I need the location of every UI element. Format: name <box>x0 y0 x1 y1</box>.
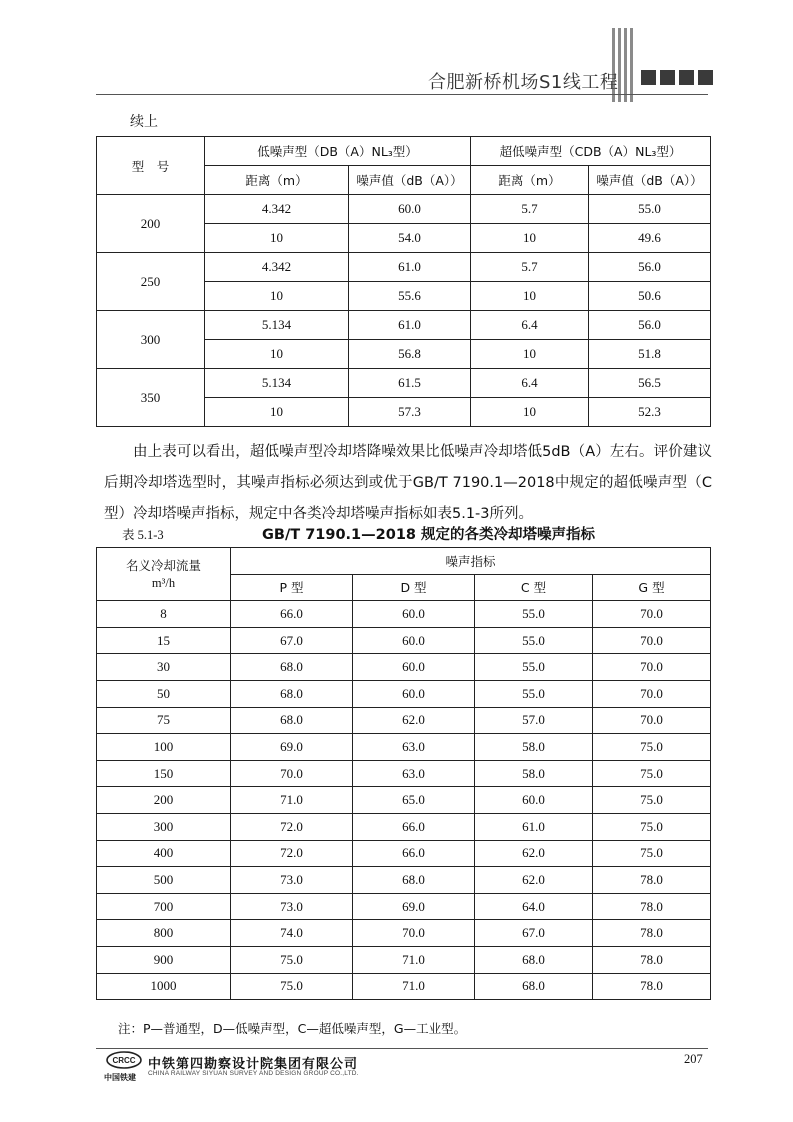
header-type-0: P 型 <box>231 574 353 601</box>
noise-ultra-cell: 51.8 <box>589 340 711 369</box>
table-row <box>97 311 711 340</box>
table-row <box>97 787 711 814</box>
header-title: 合肥新桥机场S1线工程 <box>428 72 619 93</box>
table-noise-by-distance <box>96 136 711 427</box>
flow-cell: 500 <box>97 867 231 894</box>
distance-low-cell: 10 <box>205 282 349 311</box>
noise-low-cell: 57.3 <box>349 398 471 427</box>
table-row <box>97 760 711 787</box>
noise-ultra-cell: 56.0 <box>589 253 711 282</box>
paragraph-text: 由上表可以看出，超低噪声型冷却塔降噪效果比低噪声冷却塔低5dB（A）左右。评价建议后期冷却塔选型时，其噪声指标必须达到或优于GB/T 7190.1—2018中规定的超低噪声型（C型）冷却塔噪声指标，规定中各类冷却塔噪声指标如表5.1-3所列。 <box>104 444 712 522</box>
flow-cell: 700 <box>97 893 231 920</box>
logo-text: CRCC <box>112 1056 136 1065</box>
table-number: 表 5.1-3 <box>122 528 164 542</box>
header-type-2: C 型 <box>475 574 593 601</box>
table-cooling-tower-noise-limits <box>96 547 711 1000</box>
c-type-cell: 55.0 <box>475 654 593 681</box>
g-type-cell: 70.0 <box>593 680 711 707</box>
noise-ultra-cell: 49.6 <box>589 224 711 253</box>
p-type-cell: 70.0 <box>231 760 353 787</box>
distance-low-cell: 5.134 <box>205 311 349 340</box>
g-type-cell: 70.0 <box>593 627 711 654</box>
model-cell: 200 <box>97 195 205 253</box>
d-type-cell: 68.0 <box>353 867 475 894</box>
p-type-cell: 71.0 <box>231 787 353 814</box>
page-number: 207 <box>684 1052 703 1066</box>
flow-cell: 800 <box>97 920 231 947</box>
c-type-cell: 58.0 <box>475 734 593 761</box>
c-type-cell: 67.0 <box>475 920 593 947</box>
distance-ultra-cell: 6.4 <box>471 369 589 398</box>
noise-low-cell: 61.0 <box>349 253 471 282</box>
distance-ultra-cell: 10 <box>471 340 589 369</box>
d-type-cell: 60.0 <box>353 680 475 707</box>
flow-cell: 30 <box>97 654 231 681</box>
model-cell: 300 <box>97 311 205 369</box>
table-row <box>97 195 711 224</box>
d-type-cell: 70.0 <box>353 920 475 947</box>
c-type-cell: 57.0 <box>475 707 593 734</box>
p-type-cell: 72.0 <box>231 840 353 867</box>
c-type-cell: 55.0 <box>475 627 593 654</box>
table-row <box>97 893 711 920</box>
d-type-cell: 66.0 <box>353 840 475 867</box>
footer-brand: 中国铁建 <box>104 1073 136 1082</box>
noise-ultra-cell: 55.0 <box>589 195 711 224</box>
g-type-cell: 70.0 <box>593 707 711 734</box>
c-type-cell: 62.0 <box>475 840 593 867</box>
c-type-cell: 68.0 <box>475 946 593 973</box>
flow-cell: 8 <box>97 601 231 628</box>
g-type-cell: 75.0 <box>593 760 711 787</box>
footer-rule <box>96 1048 708 1049</box>
table-row <box>97 813 711 840</box>
g-type-cell: 75.0 <box>593 787 711 814</box>
noise-ultra-cell: 52.3 <box>589 398 711 427</box>
header-flow-unit: m³/h <box>151 575 176 590</box>
noise-low-cell: 61.5 <box>349 369 471 398</box>
header-distance-ultra: 距离（m） <box>471 166 589 195</box>
table-row <box>97 734 711 761</box>
noise-low-cell: 55.6 <box>349 282 471 311</box>
d-type-cell: 63.0 <box>353 760 475 787</box>
p-type-cell: 72.0 <box>231 813 353 840</box>
table-row <box>97 867 711 894</box>
distance-low-cell: 10 <box>205 398 349 427</box>
p-type-cell: 73.0 <box>231 893 353 920</box>
d-type-cell: 60.0 <box>353 654 475 681</box>
continued-label: 续上 <box>130 114 158 130</box>
distance-ultra-cell: 5.7 <box>471 253 589 282</box>
noise-low-cell: 60.0 <box>349 195 471 224</box>
p-type-cell: 75.0 <box>231 946 353 973</box>
header-type-1: D 型 <box>353 574 475 601</box>
flow-cell: 900 <box>97 946 231 973</box>
d-type-cell: 60.0 <box>353 601 475 628</box>
table-title: GB/T 7190.1—2018 规定的各类冷却塔噪声指标 <box>262 527 596 543</box>
g-type-cell: 78.0 <box>593 867 711 894</box>
g-type-cell: 75.0 <box>593 734 711 761</box>
g-type-cell: 78.0 <box>593 973 711 1000</box>
distance-ultra-cell: 10 <box>471 224 589 253</box>
p-type-cell: 66.0 <box>231 601 353 628</box>
flow-cell: 200 <box>97 787 231 814</box>
noise-low-cell: 61.0 <box>349 311 471 340</box>
flow-cell: 15 <box>97 627 231 654</box>
d-type-cell: 62.0 <box>353 707 475 734</box>
flow-cell: 150 <box>97 760 231 787</box>
p-type-cell: 68.0 <box>231 680 353 707</box>
header-model: 型 号 <box>97 137 205 195</box>
c-type-cell: 64.0 <box>475 893 593 920</box>
distance-low-cell: 4.342 <box>205 195 349 224</box>
distance-ultra-cell: 6.4 <box>471 311 589 340</box>
d-type-cell: 60.0 <box>353 627 475 654</box>
table-row <box>97 840 711 867</box>
distance-ultra-cell: 10 <box>471 398 589 427</box>
table-row <box>97 654 711 681</box>
flow-cell: 50 <box>97 680 231 707</box>
model-cell: 250 <box>97 253 205 311</box>
p-type-cell: 68.0 <box>231 707 353 734</box>
p-type-cell: 74.0 <box>231 920 353 947</box>
table-row <box>97 601 711 628</box>
header-rule <box>96 94 708 95</box>
d-type-cell: 63.0 <box>353 734 475 761</box>
footer-company-name: 中铁第四勘察设计院集团有限公司 <box>148 1057 359 1072</box>
flow-cell: 100 <box>97 734 231 761</box>
noise-ultra-cell: 56.0 <box>589 311 711 340</box>
d-type-cell: 71.0 <box>353 946 475 973</box>
header-squares <box>641 70 717 90</box>
table-row <box>97 627 711 654</box>
p-type-cell: 67.0 <box>231 627 353 654</box>
d-type-cell: 65.0 <box>353 787 475 814</box>
distance-low-cell: 10 <box>205 224 349 253</box>
c-type-cell: 55.0 <box>475 680 593 707</box>
header-flow <box>97 548 231 601</box>
d-type-cell: 71.0 <box>353 973 475 1000</box>
flow-cell: 400 <box>97 840 231 867</box>
footer-company-english: CHINA RAILWAY SIYUAN SURVEY AND DESIGN GROUP CO.,LTD. <box>148 1070 359 1077</box>
flow-cell: 75 <box>97 707 231 734</box>
distance-low-cell: 5.134 <box>205 369 349 398</box>
d-type-cell: 66.0 <box>353 813 475 840</box>
distance-ultra-cell: 5.7 <box>471 195 589 224</box>
g-type-cell: 70.0 <box>593 601 711 628</box>
header-flow-label: 名义冷却流量 <box>125 557 201 573</box>
header-type-3: G 型 <box>593 574 711 601</box>
g-type-cell: 75.0 <box>593 813 711 840</box>
table-row <box>97 973 711 1000</box>
table-row <box>97 920 711 947</box>
table-note: 注：P—普通型，D—低噪声型，C—超低噪声型，G—工业型。 <box>118 1021 467 1036</box>
g-type-cell: 78.0 <box>593 893 711 920</box>
g-type-cell: 75.0 <box>593 840 711 867</box>
p-type-cell: 73.0 <box>231 867 353 894</box>
table-row <box>97 253 711 282</box>
flow-cell: 300 <box>97 813 231 840</box>
c-type-cell: 58.0 <box>475 760 593 787</box>
c-type-cell: 60.0 <box>475 787 593 814</box>
header-noise-low: 噪声值（dB（A）） <box>349 166 471 195</box>
c-type-cell: 61.0 <box>475 813 593 840</box>
c-type-cell: 68.0 <box>475 973 593 1000</box>
p-type-cell: 68.0 <box>231 654 353 681</box>
distance-ultra-cell: 10 <box>471 282 589 311</box>
header-low-noise-type: 低噪声型（DB（A）NL₃型） <box>205 137 471 166</box>
p-type-cell: 75.0 <box>231 973 353 1000</box>
c-type-cell: 62.0 <box>475 867 593 894</box>
table-row <box>97 946 711 973</box>
noise-low-cell: 56.8 <box>349 340 471 369</box>
g-type-cell: 78.0 <box>593 920 711 947</box>
header-distance-low: 距离（m） <box>205 166 349 195</box>
g-type-cell: 78.0 <box>593 946 711 973</box>
header-noise-index: 噪声指标 <box>231 548 711 575</box>
body-paragraph <box>104 437 712 530</box>
c-type-cell: 55.0 <box>475 601 593 628</box>
header-ultra-low-noise-type: 超低噪声型（CDB（A）NL₃型） <box>471 137 711 166</box>
noise-low-cell: 54.0 <box>349 224 471 253</box>
table-row <box>97 707 711 734</box>
model-cell: 350 <box>97 369 205 427</box>
g-type-cell: 70.0 <box>593 654 711 681</box>
noise-ultra-cell: 56.5 <box>589 369 711 398</box>
p-type-cell: 69.0 <box>231 734 353 761</box>
d-type-cell: 69.0 <box>353 893 475 920</box>
table-row <box>97 369 711 398</box>
noise-ultra-cell: 50.6 <box>589 282 711 311</box>
distance-low-cell: 4.342 <box>205 253 349 282</box>
table-row <box>97 680 711 707</box>
flow-cell: 1000 <box>97 973 231 1000</box>
header-noise-ultra: 噪声值（dB（A）） <box>589 166 711 195</box>
distance-low-cell: 10 <box>205 340 349 369</box>
